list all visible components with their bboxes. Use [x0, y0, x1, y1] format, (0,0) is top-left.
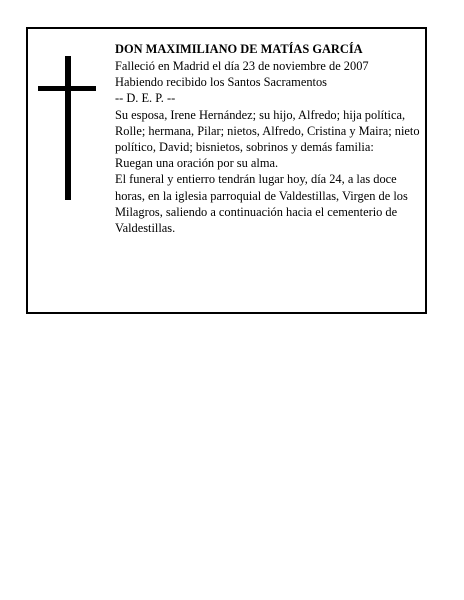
death-date-line: Falleció en Madrid el día 23 de noviembre de 2007 [115, 59, 369, 73]
cross-vertical-bar [65, 56, 71, 200]
cross-horizontal-bar [38, 86, 96, 91]
prayer-line: Ruegan una oración por su alma. [115, 156, 279, 171]
obituary-text [115, 40, 421, 236]
family-paragraph: Su esposa, Irene Hernández; su hijo, Alfredo; hija política, Rolle; hermana, Pilar; nietos, Alfredo, Cristina y Maira; nieto político, David; bisnietos, sobrinos y demás familia: [115, 107, 420, 155]
sacraments-line: Habiendo recibido los Santos Sacramentos [115, 75, 327, 90]
deceased-name: DON MAXIMILIANO DE MATÍAS GARCÍA [115, 42, 363, 56]
funeral-paragraph: El funeral y entierro tendrán lugar hoy, día 24, a las doce horas, en la iglesia parroquial de Valdestillas, Virgen de los Milagros, saliendo a continuación hacia el cementerio de Valdestillas. [115, 172, 408, 236]
latin-cross-icon [38, 56, 96, 200]
rip-line: -- D. E. P. -- [115, 91, 176, 106]
obituary-notice [26, 27, 427, 314]
